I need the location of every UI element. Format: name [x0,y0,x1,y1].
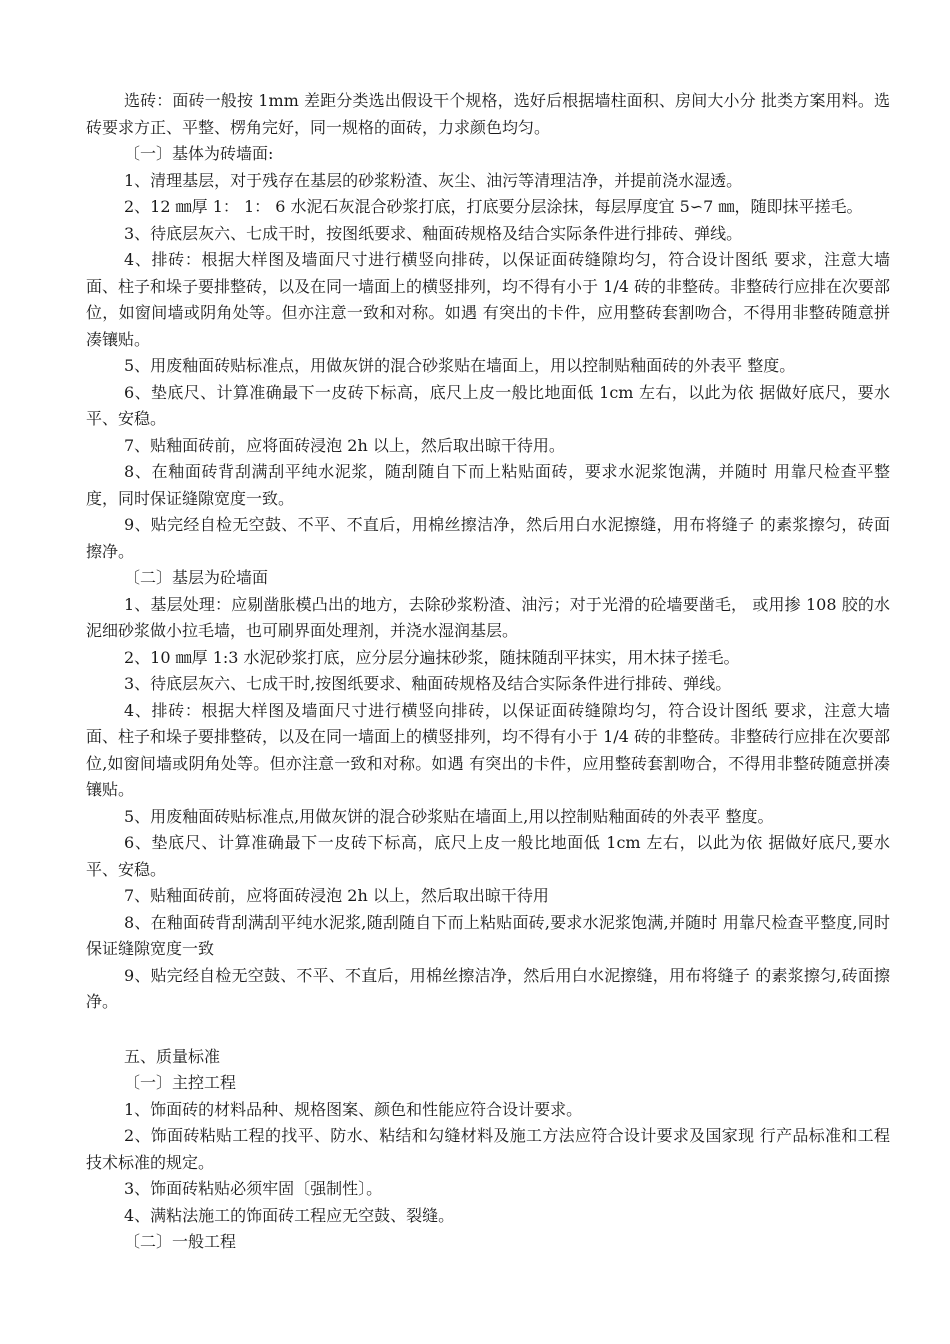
paragraph-step: 7、贴釉面砖前，应将面砖浸泡 2h 以上，然后取出晾干待用 [124,886,549,905]
paragraph-step: 7、贴釉面砖前，应将面砖浸泡 2h 以上，然后取出晾干待用。 [124,435,565,455]
paragraph-requirement: 3、饰面砖粘贴必须牢固〔强制性〕。 [124,1179,383,1198]
paragraph-tile-selection: 选砖：面砖一般按 1mm 差距分类选出假设干个规格，选好后根据墙柱面积、房间大小分 批类方案用料。选砖要求方正、平整、楞角完好，同一规格的面砖，力求颜色均匀。 [86,91,890,137]
paragraph-step: 9、贴完经自检无空鼓、不平、不直后，用棉丝擦洁净，然后用白水泥擦缝，用布将缝子 的素浆擦匀，砖面擦净。 [86,515,890,561]
paragraph-step: 5、用废釉面砖贴标准点,用做灰饼的混合砂浆贴在墙面上,用以控制贴釉面砖的外表平 整度。 [124,806,774,826]
paragraph-step: 8、在釉面砖背刮满刮平纯水泥浆,随刮随自下而上粘贴面砖,要求水泥浆饱满,并随时 用靠尺检查平整度,同时保证缝隙宽度一致 [86,912,890,958]
paragraph-step: 5、用废釉面砖贴标准点，用做灰饼的混合砂浆贴在墙面上，用以控制贴釉面砖的外表平 整度。 [124,356,796,375]
paragraph-step: 2、12 ㎜厚 1： 1： 6 水泥石灰混合砂浆打底，打底要分层涂抹，每层厚度宜 5∽7 ㎜，随即抹平搓毛。 [124,197,863,216]
paragraph-step: 6、垫底尺、计算准确最下一皮砖下标高，底尺上皮一般比地面低 1cm 左右，以此为依 据做好底尺,要水平、安稳。 [86,833,890,879]
subsection-heading-general: 〔二〕一般工程 [124,1232,237,1251]
paragraph-requirement: 1、饰面砖的材料品种、规格图案、颜色和性能应符合设计要求。 [124,1099,583,1119]
paragraph-step: 1、基层处理：应剔凿胀模凸出的地方，去除砂浆粉渣、油污；对于光滑的砼墙要凿毛， 或用掺 108 胶的水泥细砂浆做小拉毛墙，也可刷界面处理剂，并浇水湿润基层。 [86,594,890,640]
paragraph-requirement: 2、饰面砖粘贴工程的找平、防水、粘结和勾缝材料及施工方法应符合设计要求及国家现 行产品标准和工程技术标准的规定。 [86,1126,890,1172]
paragraph-step: 3、待底层灰六、七成干时，按图纸要求、釉面砖规格及结合实际条件进行排砖、弹线。 [124,223,743,243]
paragraph-step: 4、排砖：根据大样图及墙面尺寸进行横竖向排砖，以保证面砖缝隙均匀，符合设计图纸 要求，注意大墙面、柱子和垛子要排整砖，以及在同一墙面上的横竖排列，均不得有小于 1/4 砖的非整砖。非整砖行应排在次要部位，如窗间墙或阴角处等。但亦注意一致和对称。如遇 有突出的卡件，应用整砖套割吻合，不得用非整砖随意拼凑镶贴。 [86,250,890,349]
subsection-heading-main-control: 〔一〕主控工程 [124,1073,237,1092]
paragraph-step: 4、排砖：根据大样图及墙面尺寸进行横竖向排砖，以保证面砖缝隙均匀，符合设计图纸 要求，注意大墙面、柱子和垛子要排整砖，以及在同一墙面上的横竖排列，均不得有小于 1/4 砖的非整砖。非整砖行应排在次要部位,如窗间墙或阴角处等。但亦注意一致和对称。如遇 有突出的卡件，应用整砖套割吻合，不得用非整砖随意拼凑镶贴。 [86,700,890,799]
section-heading-concrete-wall: 〔二〕基层为砼墙面 [124,568,269,587]
paragraph-step: 8、在釉面砖背刮满刮平纯水泥浆，随刮随自下而上粘贴面砖，要求水泥浆饱满，并随时 用靠尺检查平整度，同时保证缝隙宽度一致。 [86,462,890,508]
paragraph-step: 9、贴完经自检无空鼓、不平、不直后，用棉丝擦洁净，然后用白水泥擦缝，用布将缝子 的素浆擦匀,砖面擦净。 [86,965,890,1011]
section-heading-brick-wall: 〔一〕基体为砖墙面: [124,144,274,163]
paragraph-requirement: 4、满粘法施工的饰面砖工程应无空鼓、裂缝。 [124,1205,455,1225]
section-heading-quality-standard: 五、质量标准 [124,1046,221,1066]
paragraph-step: 2、10 ㎜厚 1:3 水泥砂浆打底，应分层分遍抹砂浆，随抹随刮平抹实，用木抹子搓毛。 [124,647,740,667]
paragraph-step: 6、垫底尺、计算准确最下一皮砖下标高，底尺上皮一般比地面低 1cm 左右，以此为依 据做好底尺，要水平、安稳。 [86,382,890,428]
paragraph-step: 3、待底层灰六、七成干时,按图纸要求、釉面砖规格及结合实际条件进行排砖、弹线。 [124,674,732,693]
paragraph-step: 1、清理基层，对于残存在基层的砂浆粉渣、灰尘、油污等清理洁净，并提前浇水湿透。 [124,170,743,190]
document-page [86,88,890,1256]
section-spacer [86,1016,890,1044]
